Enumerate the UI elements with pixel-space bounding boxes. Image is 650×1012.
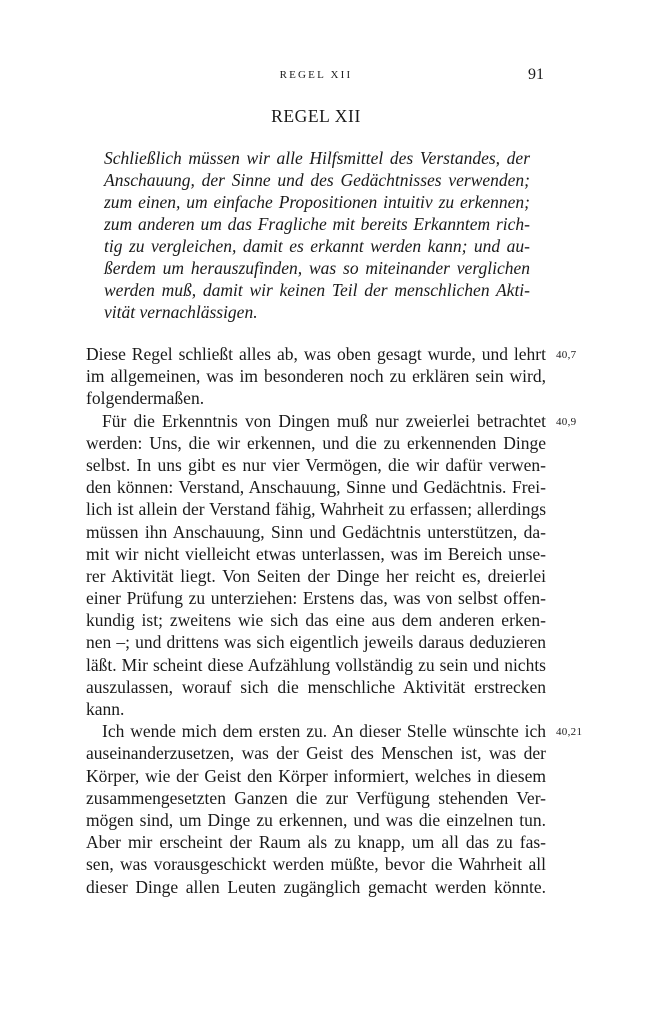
text-line-content: müssen ihn Anschauung, Sinn und Gedächtnis unterstützen, da- [86,521,546,542]
paragraph [86,410,577,721]
text-line [86,343,577,365]
text-line [86,498,546,520]
text-line [86,742,546,764]
text-line-content: auseinanderzusetzen, was der Geist des Menschen ist, was der [86,743,546,764]
text-line [86,587,546,609]
rule-statement [104,147,530,323]
text-line-content: zusammengesetzten Ganzen die zur Verfügung stehenden Ver- [86,787,546,808]
text-line [86,787,546,809]
text-line [86,765,546,787]
rule-heading: REGEL XII [271,106,361,126]
text-line [86,831,546,853]
page-number: 91 [528,66,544,83]
rule-statement-line: zum einen, um einfache Propositionen intuitiv zu erkennen; [104,192,530,212]
text-line-content: kundig ist; zweitens wie sich das eine aus dem anderen erken- [86,610,546,631]
body-text [86,343,583,898]
text-line-content: Aber mir erscheint der Raum als zu knapp, um all das zu fas- [86,832,546,853]
marginal-reference: 40,9 [556,415,577,428]
rule-statement-line: zum anderen um das Fragliche mit bereits Erkanntem rich- [104,214,530,234]
text-line-content: Für die Erkenntnis von Dingen muß nur zweierlei betrachtet [102,410,546,431]
text-line-content: nen –; und drittens was sich eigentlich jeweils daraus deduzieren [86,632,546,653]
rule-statement-line: Anschauung, der Sinne und des Gedächtnisses verwenden; [104,170,530,190]
text-line [86,410,577,432]
text-line [86,454,546,476]
text-line [86,809,546,831]
text-line-content: Körper, wie der Geist den Körper informiert, welches in diesem [86,765,546,786]
text-line [86,565,546,587]
rule-statement-line: tig zu vergleichen, damit es erkannt werden kann; und au- [104,236,530,256]
paragraph [86,343,577,410]
text-line-content: werden: Uns, die wir erkennen, und die zu erkennenden Dinge [86,432,546,453]
text-line-content: im allgemeinen, was im besonderen noch zu erklären sein wird, [86,366,546,387]
text-line [86,654,546,676]
running-title: REGEL XII [279,69,353,81]
text-line-content: sen, was vorausgeschickt werden müßte, bevor die Wahrheit all [86,854,546,875]
text-line-content: läßt. Mir scheint diese Aufzählung vollständig zu sein und nichts [86,654,546,675]
rule-statement-line: werden muß, damit wir keinen Teil der menschlichen Akti- [104,280,530,300]
rule-statement-line: ßerdem um herauszufinden, was so miteinander verglichen [104,258,530,278]
text-line [86,720,583,742]
text-line [86,543,546,565]
marginal-reference: 40,21 [556,726,583,739]
text-line-content: mögen sind, um Dinge zu erkennen, und was die einzelnen tun. [86,809,546,830]
text-line-content: auszulassen, worauf sich die menschliche Aktivität erstrecken [86,676,546,697]
text-line [86,476,546,498]
paragraph [86,720,583,898]
rule-statement-line: vität vernachlässigen. [104,302,258,322]
text-line [86,387,546,409]
text-line [86,365,546,387]
text-line-content: kann. [86,699,125,719]
text-line [86,521,546,543]
text-line [86,631,546,653]
text-line [86,853,546,875]
running-head [86,66,546,86]
text-line-content: selbst. In uns gibt es nur vier Vermögen, die wir dafür verwen- [86,454,546,475]
rule-statement-line: Schließlich müssen wir alle Hilfsmittel des Verstandes, der [104,148,530,168]
text-line-content: mit wir nicht vielleicht etwas unterlassen, was im Bereich unse- [86,543,546,564]
text-line [86,609,546,631]
text-line [86,432,546,454]
text-line-content: den können: Verstand, Anschauung, Sinne und Gedächtnis. Frei- [86,477,546,498]
text-line-content: Ich wende mich dem ersten zu. An dieser Stelle wünschte ich [102,721,546,742]
text-line [86,676,546,698]
text-line-content: dieser Dinge allen Leuten zugänglich gemacht werden könnte. [86,876,546,897]
text-line [86,698,546,720]
text-line-content: folgendermaßen. [86,388,205,409]
text-line-content: einer Prüfung zu unterziehen: Erstens das, was von selbst offen- [86,588,546,609]
text-line [86,876,546,898]
text-line-content: lich ist allein der Verstand fähig, Wahrheit zu erfassen; allerdings [86,499,546,520]
marginal-reference: 40,7 [556,349,577,361]
text-line-content: Diese Regel schließt alles ab, was oben gesagt wurde, und lehrt [86,344,546,364]
text-line-content: rer Aktivität liegt. Von Seiten der Dinge her reicht es, dreierlei [86,565,546,586]
